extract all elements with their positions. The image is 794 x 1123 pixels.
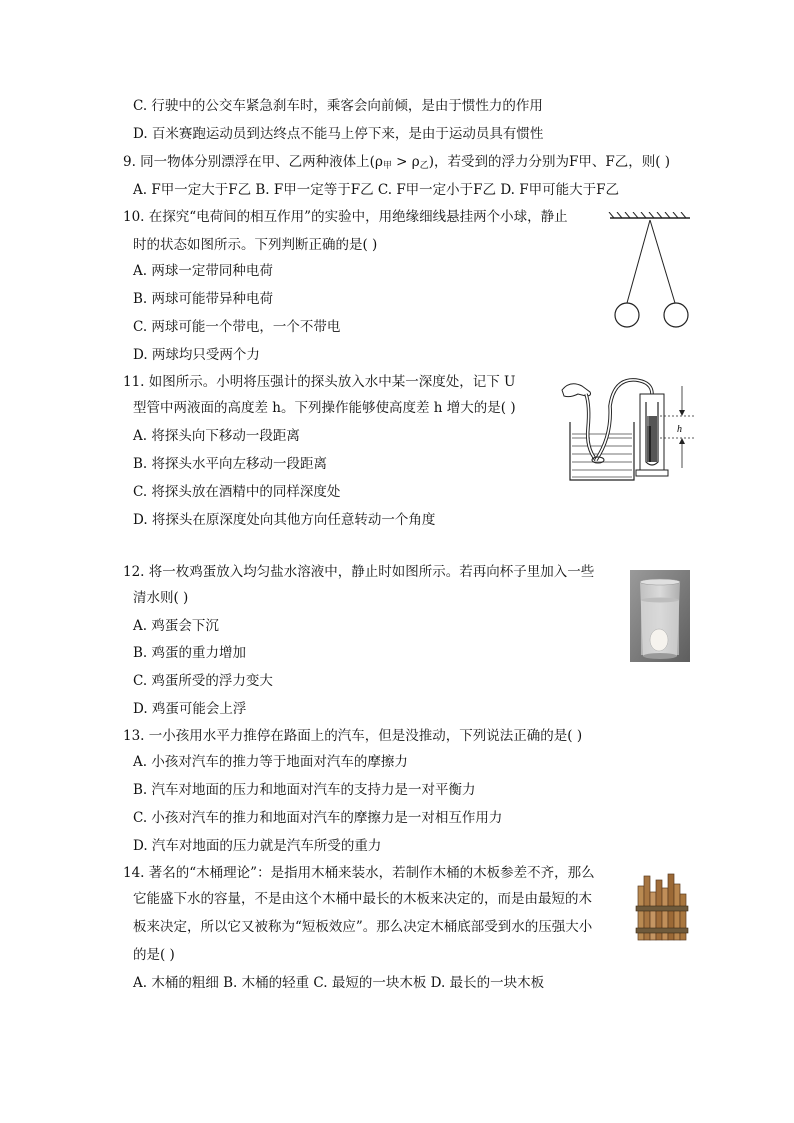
q9-options: A. F甲一定大于F乙 B. F甲一定等于F乙 C. F甲一定小于F乙 D. F甲可能大于F乙 bbox=[133, 182, 619, 198]
q12-option-d: D. 鸡蛋可能会上浮 bbox=[133, 701, 247, 717]
q9-sub-yi: 乙 bbox=[419, 161, 429, 171]
q13-option-b: B. 汽车对地面的压力和地面对汽车的支持力是一对平衡力 bbox=[133, 782, 476, 798]
q8-option-c: C. 行驶中的公交车紧急刹车时，乘客会向前倾，是由于惯性力的作用 bbox=[133, 98, 543, 114]
egg-in-glass-photo bbox=[630, 570, 690, 662]
q14-stem-line1: 14. 著名的“木桶理论”：是指用木桶来装水，若制作木桶的木板参差不齐，那么 bbox=[123, 865, 595, 881]
q9-stem-part: )，若受到的浮力分别为F甲、F乙，则( ) bbox=[428, 154, 671, 170]
q10-stem-line2: 时的状态如图所示。下列判断正确的是( ) bbox=[133, 237, 378, 253]
q14-stem-line4: 的是( ) bbox=[133, 947, 175, 963]
q9-stem-part: 9. 同一物体分别漂浮在甲、乙两种液体上(ρ bbox=[123, 154, 383, 170]
q10-stem-line1: 10. 在探究“电荷间的相互作用”的实验中，用绝缘细线悬挂两个小球，静止 bbox=[123, 209, 568, 225]
q14-stem-line3: 板来决定，所以它又被称为“短板效应”。那么决定木桶底部受到水的压强大小 bbox=[133, 919, 593, 935]
pressure-gauge-figure bbox=[556, 376, 698, 484]
q12-option-b: B. 鸡蛋的重力增加 bbox=[133, 645, 247, 661]
q13-stem: 13. 一小孩用水平力推停在路面上的汽车，但是没推动，下列说法正确的是( ) bbox=[123, 728, 583, 744]
q12-option-a: A. 鸡蛋会下沉 bbox=[133, 618, 219, 634]
q9-stem bbox=[123, 152, 670, 176]
q13-option-d: D. 汽车对地面的压力就是汽车所受的重力 bbox=[133, 838, 382, 854]
q14-options: A. 木桶的粗细 B. 木桶的轻重 C. 最短的一块木板 D. 最长的一块木板 bbox=[133, 975, 545, 991]
q11-option-d: D. 将探头在原深度处向其他方向任意转动一个角度 bbox=[133, 512, 436, 528]
q12-option-c: C. 鸡蛋所受的浮力变大 bbox=[133, 673, 273, 689]
q12-stem-line1: 12. 将一枚鸡蛋放入均匀盐水溶液中，静止时如图所示。若再向杯子里加入一些 bbox=[123, 564, 595, 580]
q11-option-a: A. 将探头向下移动一段距离 bbox=[133, 428, 300, 444]
q10-option-c: C. 两球可能一个带电，一个不带电 bbox=[133, 319, 341, 335]
q13-option-c: C. 小孩对汽车的推力和地面对汽车的摩擦力是一对相互作用力 bbox=[133, 810, 503, 826]
q12-stem-line2: 清水则( ) bbox=[133, 590, 189, 606]
q9-sub-jia: 甲 bbox=[382, 161, 392, 171]
height-label: h bbox=[677, 424, 682, 435]
q8-option-d: D. 百米赛跑运动员到达终点不能马上停下来，是由于运动员具有惯性 bbox=[133, 126, 544, 142]
suspended-balls-figure bbox=[606, 212, 696, 334]
q10-option-b: B. 两球可能带异种电荷 bbox=[133, 291, 274, 307]
q10-option-d: D. 两球均只受两个力 bbox=[133, 347, 260, 363]
q11-stem-line1: 11. 如图所示。小明将压强计的探头放入水中某一深度处，记下 U bbox=[123, 374, 516, 390]
q11-stem-line2: 型管中两液面的高度差 h。下列操作能够使高度差 h 增大的是( ) bbox=[133, 400, 516, 416]
wooden-bucket-figure bbox=[632, 872, 692, 944]
q13-option-a: A. 小孩对汽车的推力等于地面对汽车的摩擦力 bbox=[133, 754, 408, 770]
q11-option-b: B. 将探头水平向左移动一段距离 bbox=[133, 456, 328, 472]
q9-stem-part: > ρ bbox=[391, 154, 420, 170]
q11-option-c: C. 将探头放在酒精中的同样深度处 bbox=[133, 484, 341, 500]
q14-stem-line2: 它能盛下水的容量，不是由这个木桶中最长的木板来决定的，而是由最短的木 bbox=[133, 891, 592, 907]
q10-option-a: A. 两球一定带同种电荷 bbox=[133, 263, 273, 279]
